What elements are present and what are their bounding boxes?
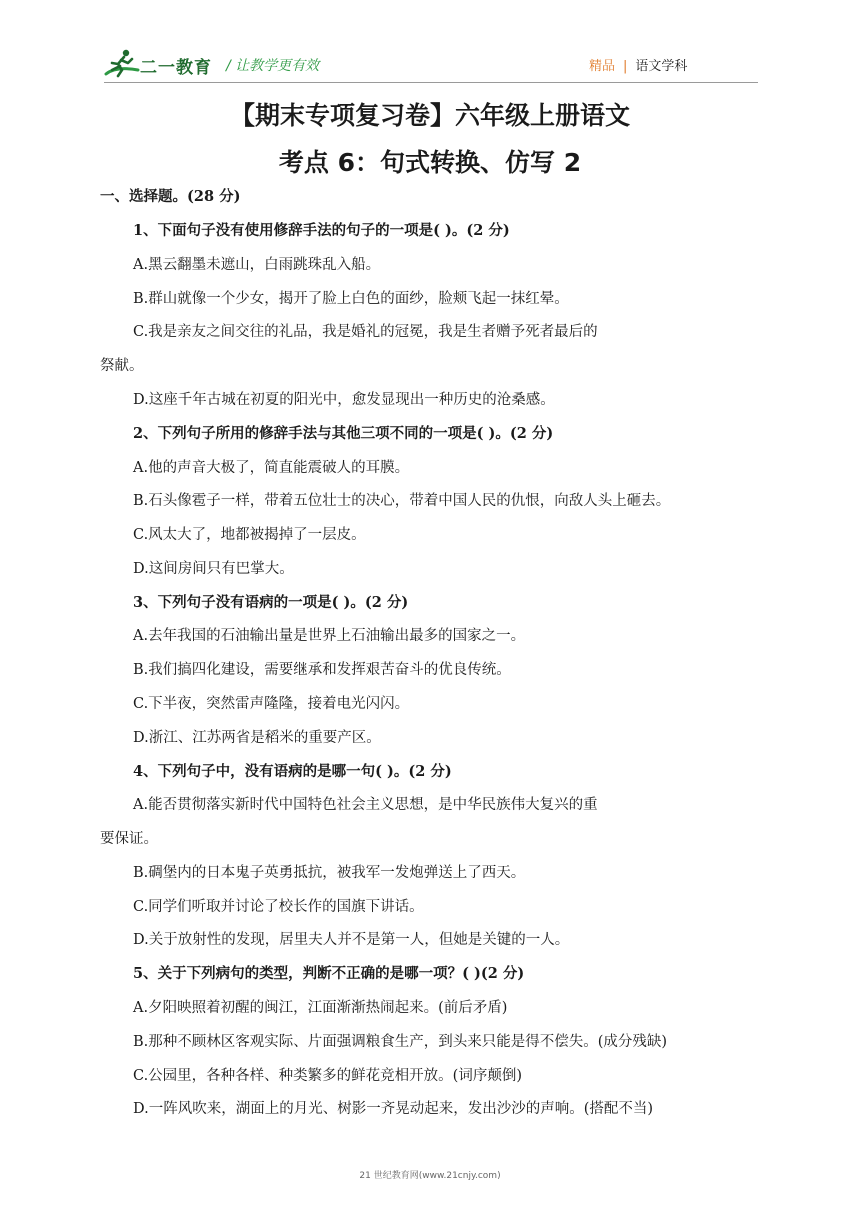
question-4-option-b: B.碉堡内的日本鬼子英勇抵抗，被我军一发炮弹送上了西天。 bbox=[133, 865, 526, 881]
page-footer: 21 世纪教育网(www.21cnjy.com) bbox=[359, 1171, 501, 1181]
question-4-option-a: A.能否贯彻落实新时代中国特色社会主义思想，是中华民族伟大复兴的重 bbox=[133, 797, 598, 813]
question-1-option-d: D.这座千年古城在初夏的阳光中，愈发显现出一种历史的沧桑感。 bbox=[133, 392, 555, 408]
question-4-option-d: D.关于放射性的发现，居里夫人并不是第一人，但她是关键的一人。 bbox=[133, 932, 570, 948]
page-header bbox=[0, 0, 860, 90]
question-2-option-d: D.这间房间只有巴掌大。 bbox=[133, 561, 294, 577]
question-3-option-c: C.下半夜，突然雷声隆隆，接着电光闪闪。 bbox=[133, 696, 410, 712]
slogan: / 让教学更有效 bbox=[226, 58, 320, 74]
question-3-stem: 3、下列句子没有语病的一项是( )。(2 分) bbox=[133, 594, 409, 611]
question-5-stem: 5、关于下列病句的类型，判断不正确的是哪一项？( )(2 分) bbox=[133, 965, 525, 982]
question-4-stem: 4、下列句子中，没有语病的是哪一句( )。(2 分) bbox=[133, 763, 452, 780]
question-3-option-d: D.浙江、江苏两省是稻米的重要产区。 bbox=[133, 730, 381, 746]
doc-subtitle: 考点 6：句式转换、仿写 2 bbox=[278, 148, 582, 177]
question-2-option-b: B.石头像雹子一样，带着五位壮士的决心，带着中国人民的仇恨，向敌人头上砸去。 bbox=[133, 493, 671, 509]
question-1-option-b: B.群山就像一个少女，揭开了脸上白色的面纱，脸颊飞起一抹红晕。 bbox=[133, 291, 569, 307]
header-separator: | bbox=[623, 59, 628, 74]
question-5-option-c: C.公园里，各种各样、种类繁多的鲜花竞相开放。(词序颠倒) bbox=[133, 1068, 522, 1084]
question-3-option-a: A.去年我国的石油输出量是世界上石油输出最多的国家之一。 bbox=[133, 628, 526, 644]
question-2-stem: 2、下列句子所用的修辞手法与其他三项不同的一项是( )。(2 分) bbox=[133, 425, 554, 442]
header-rule bbox=[104, 82, 758, 83]
quality-label: 精品 bbox=[589, 59, 616, 74]
question-5-option-a: A.夕阳映照着初醒的闽江，江面渐渐热闹起来。(前后矛盾) bbox=[133, 1000, 508, 1016]
section-heading: 一、选择题。(28 分) bbox=[100, 188, 241, 205]
question-1-stem: 1、下面句子没有使用修辞手法的句子的一项是( )。(2 分) bbox=[133, 222, 510, 239]
question-5-option-b: B.那种不顾林区客观实际、片面强调粮食生产，到头来只能是得不偿失。(成分残缺) bbox=[133, 1034, 668, 1050]
doc-title: 【期末专项复习卷】六年级上册语文 bbox=[229, 101, 630, 130]
question-4-option-a-cont: 要保证。 bbox=[100, 831, 158, 847]
logo bbox=[104, 48, 216, 80]
question-1-option-a: A.黑云翻墨未遮山，白雨跳珠乱入船。 bbox=[133, 257, 381, 273]
question-5-option-d: D.一阵风吹来，湖面上的月光、树影一齐晃动起来，发出沙沙的声响。(搭配不当) bbox=[133, 1101, 654, 1117]
question-2-option-a: A.他的声音大极了，简直能震破人的耳膜。 bbox=[133, 460, 410, 476]
question-1-option-c-cont: 祭献。 bbox=[100, 358, 144, 374]
question-1-option-c: C.我是亲友之间交往的礼品，我是婚礼的冠冕，我是生者赠予死者最后的 bbox=[133, 324, 598, 340]
question-3-option-b: B.我们搞四化建设，需要继承和发挥艰苦奋斗的优良传统。 bbox=[133, 662, 511, 678]
question-4-option-c: C.同学们听取并讨论了校长作的国旗下讲话。 bbox=[133, 899, 424, 915]
question-2-option-c: C.风太大了，地都被揭掉了一层皮。 bbox=[133, 527, 366, 543]
runner-icon bbox=[104, 48, 144, 80]
subject-label: 语文学科 bbox=[635, 59, 688, 74]
logo-text: 二一教育 bbox=[140, 58, 212, 78]
header-right bbox=[589, 55, 687, 74]
